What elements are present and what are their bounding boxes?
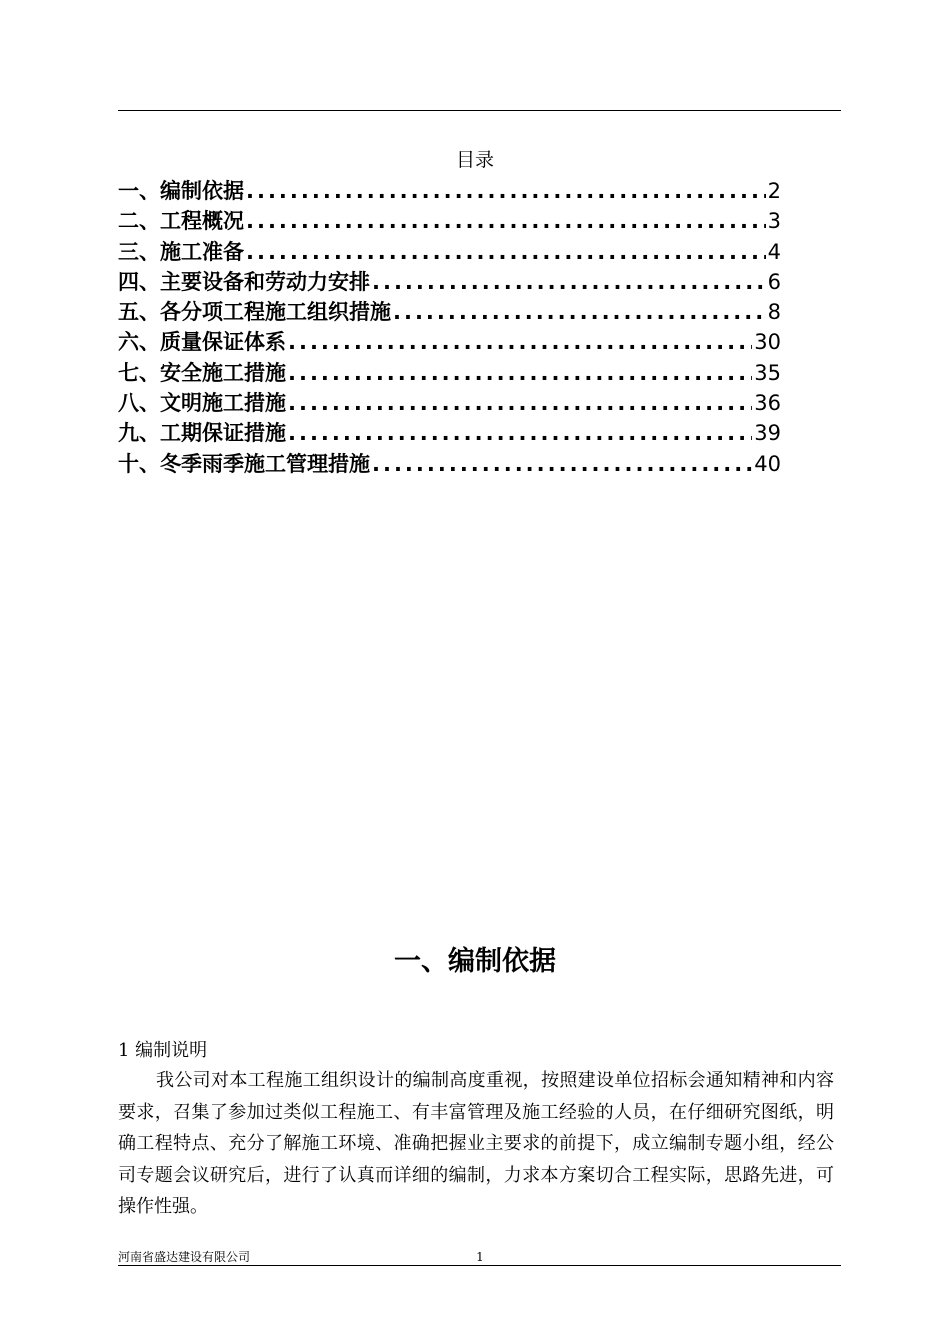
subsection-heading: 1 编制说明 (118, 1040, 208, 1061)
toc-entry-label: 一、编制依据 (118, 179, 244, 203)
toc-entry-label: 十、冬季雨季施工管理措施 (118, 451, 370, 476)
table-of-contents (118, 176, 781, 479)
toc-entry[interactable] (118, 388, 781, 418)
header-rule (118, 110, 841, 111)
toc-entry-page: 39 (754, 421, 781, 446)
footer-page-number: 1 (476, 1250, 484, 1264)
toc-leader-dots (372, 449, 752, 479)
toc-entry-label: 六、质量保证体系 (118, 330, 286, 355)
toc-entry-page: 4 (767, 239, 781, 264)
toc-entry-page: 6 (767, 269, 781, 294)
toc-entry-page: 8 (767, 300, 781, 325)
section-heading: 一、编制依据 (394, 946, 556, 977)
toc-leader-dots (246, 176, 766, 206)
toc-entry-page: 36 (754, 391, 781, 416)
toc-leader-dots (288, 327, 752, 357)
toc-entry[interactable] (118, 358, 781, 388)
toc-leader-dots (246, 237, 766, 267)
toc-entry-page: 35 (754, 360, 781, 385)
body-paragraph: 我公司对本工程施工组织设计的编制高度重视，按照建设单位招标会通知精神和内容要求，召集了参加过类似工程施工、有丰富管理及施工经验的人员，在仔细研究图纸，明确工程特点、充分了解施工环境、准确把握业主要求的前提下，成立编制专题小组，经公司专题会议研究后，进行了认真而详细的编制，力求本方案切合工程实际，思路先进，可操作性强。 (118, 1070, 834, 1217)
toc-entry-page: 3 (767, 209, 781, 234)
toc-leader-dots (372, 267, 766, 297)
toc-entry-label: 八、文明施工措施 (118, 391, 286, 416)
toc-entry[interactable] (118, 418, 781, 448)
toc-entry-label: 九、工期保证措施 (118, 421, 286, 446)
toc-entry[interactable] (118, 206, 781, 236)
toc-entry-page: 30 (754, 330, 781, 355)
toc-entry-page: 40 (754, 451, 781, 476)
toc-entry-label: 二、工程概况 (118, 209, 244, 234)
toc-title: 目录 (455, 149, 494, 171)
toc-entry-label: 三、施工准备 (118, 239, 244, 264)
toc-leader-dots (246, 206, 766, 236)
footer-rule (118, 1265, 841, 1266)
toc-entry[interactable] (118, 176, 781, 206)
toc-leader-dots (288, 358, 752, 388)
toc-entry[interactable] (118, 267, 781, 297)
toc-entry[interactable] (118, 449, 781, 479)
toc-entry-page: 2 (767, 179, 781, 203)
toc-entry[interactable] (118, 297, 781, 327)
toc-leader-dots (393, 297, 766, 327)
toc-entry-label: 四、主要设备和劳动力安排 (118, 269, 370, 294)
toc-entry[interactable] (118, 237, 781, 267)
toc-leader-dots (288, 418, 752, 448)
toc-leader-dots (288, 388, 752, 418)
toc-entry-label: 七、安全施工措施 (118, 360, 286, 385)
toc-entry[interactable] (118, 327, 781, 357)
toc-entry-label: 五、各分项工程施工组织措施 (118, 300, 391, 325)
footer-company-name: 河南省盛达建设有限公司 (118, 1250, 251, 1264)
